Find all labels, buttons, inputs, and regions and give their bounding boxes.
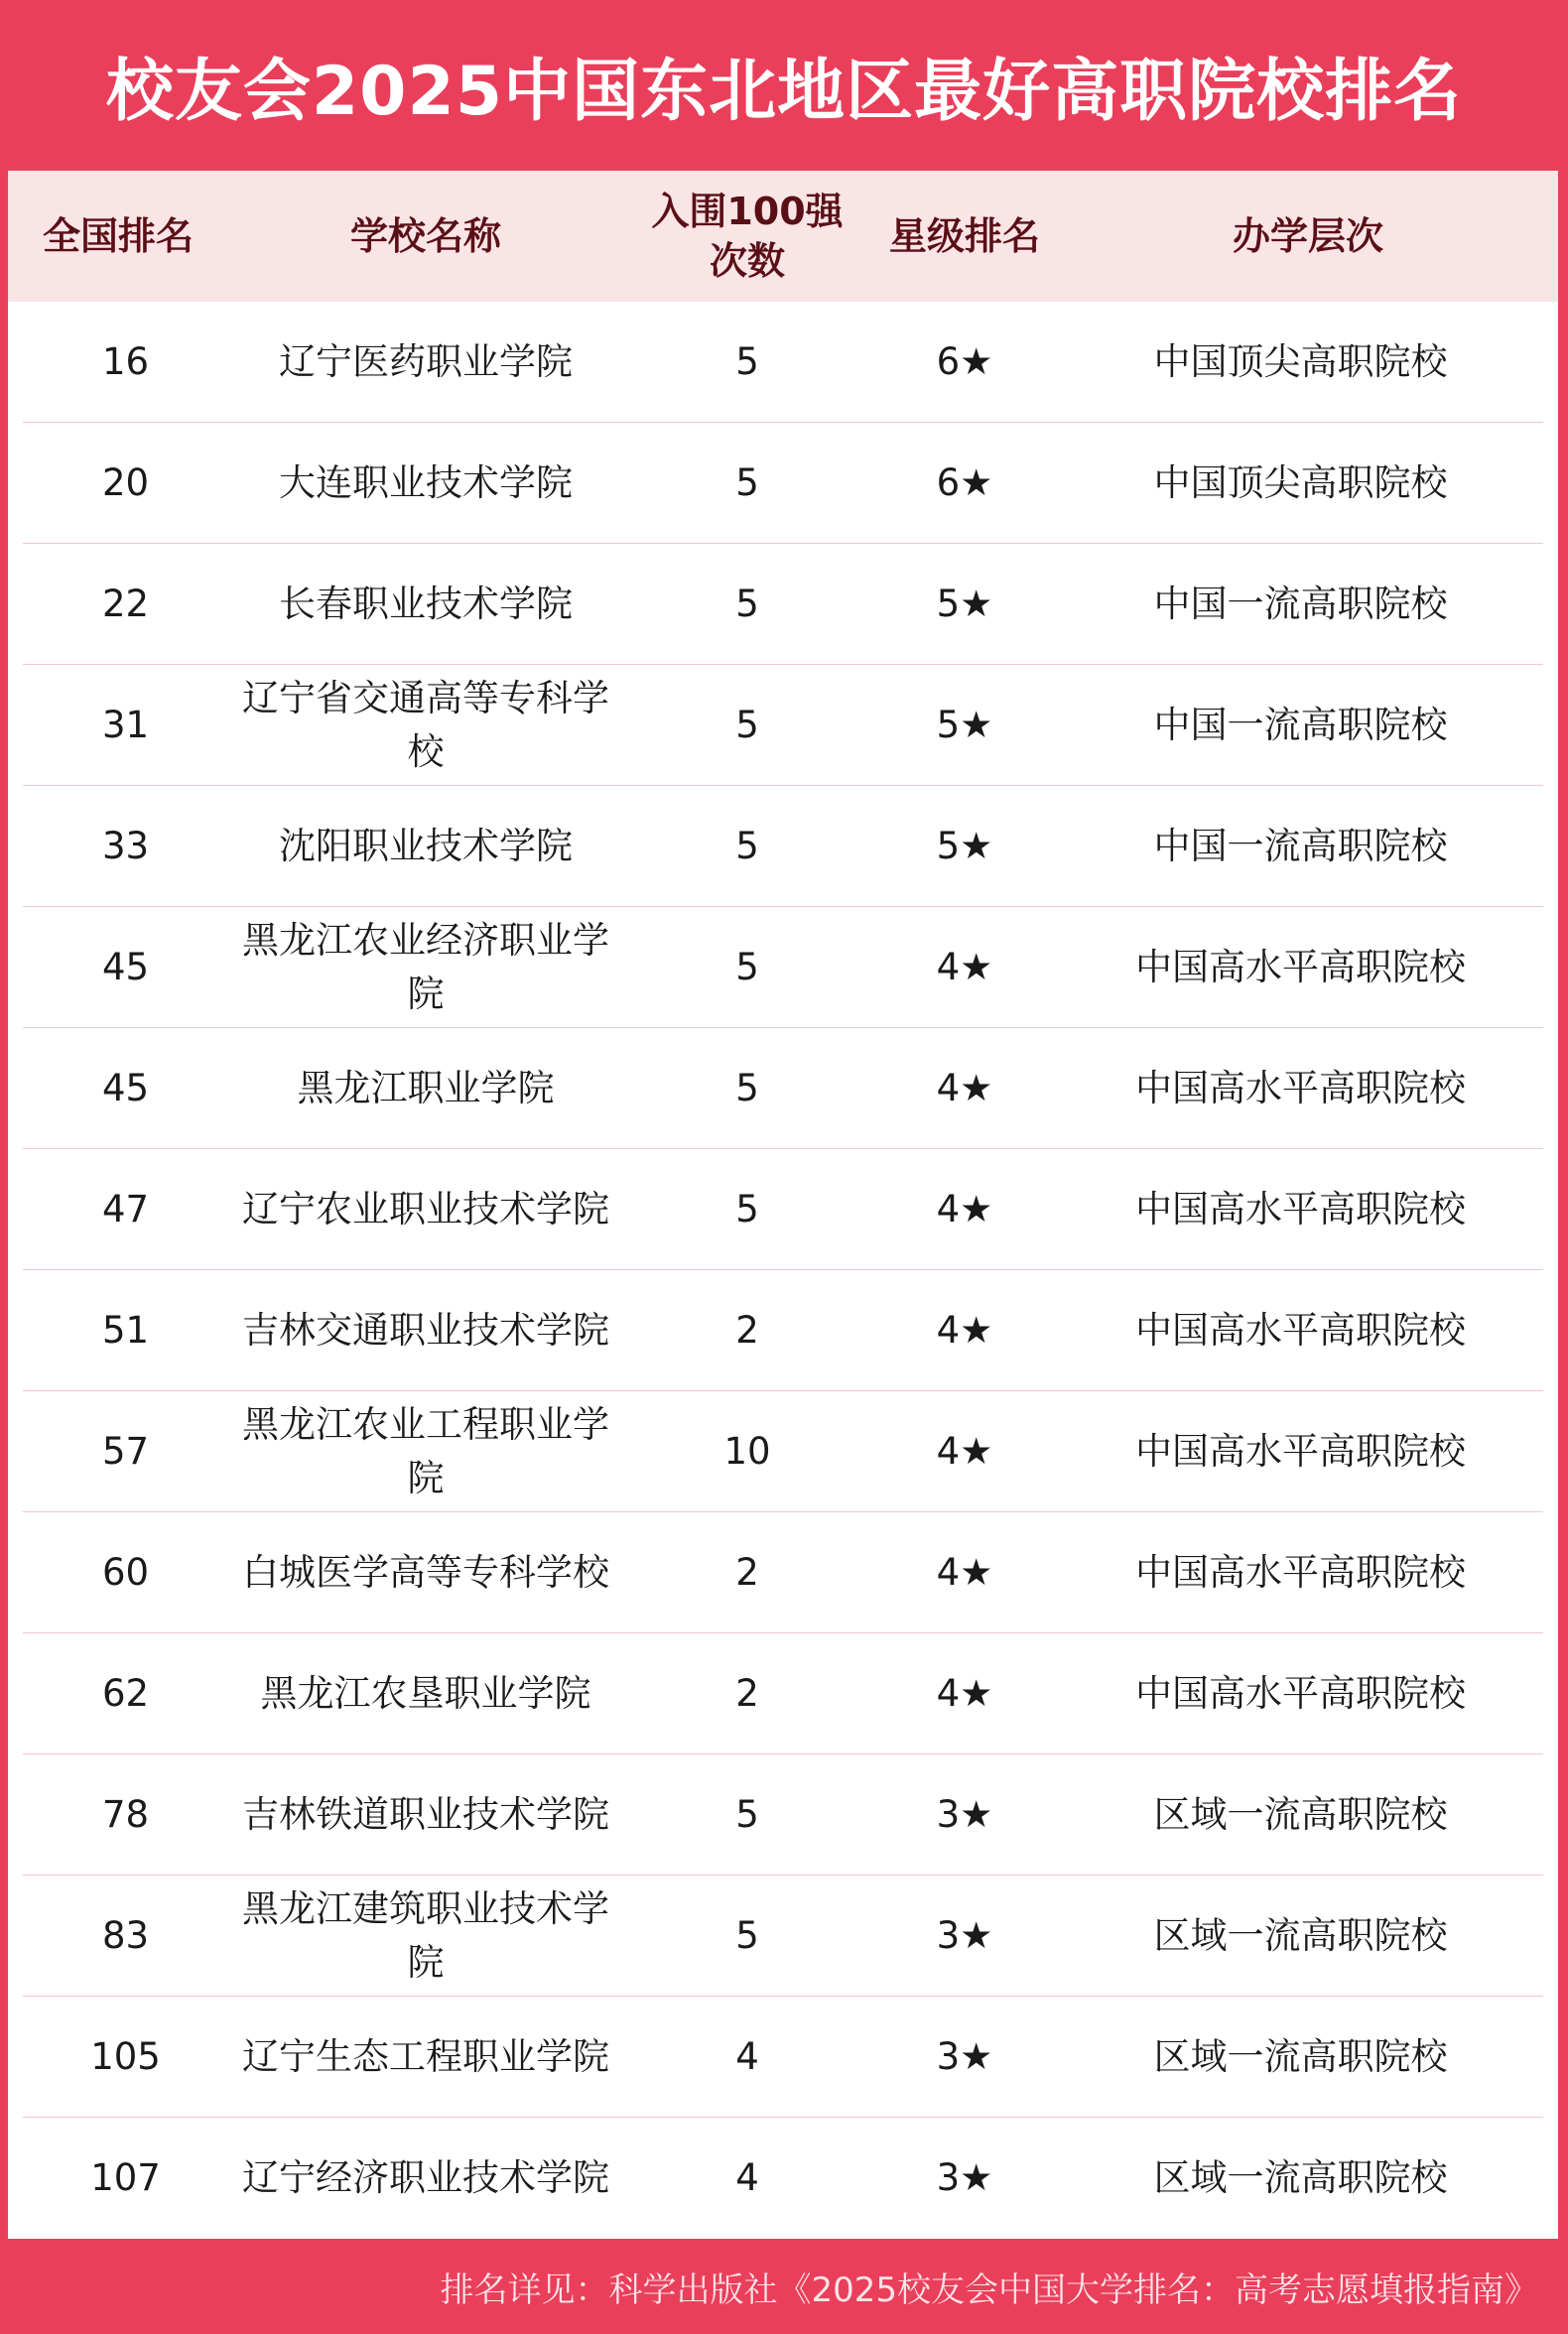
- cell-star-rating: 6★: [936, 339, 993, 383]
- cell-star-rating: 5★: [936, 582, 993, 625]
- cell-star-rating: 3★: [936, 2156, 993, 2199]
- cell-top100-count: 5: [735, 945, 759, 988]
- cell-level: 区域一流高职院校: [1153, 1913, 1448, 1957]
- cell-level: 中国一流高职院校: [1153, 824, 1448, 867]
- cell-school-name: 长春职业技术学院: [279, 582, 573, 625]
- cell-star-rating: 5★: [936, 824, 993, 867]
- cell-star-rating: 4★: [936, 1671, 993, 1715]
- cell-top100-count: 5: [735, 703, 759, 746]
- cell-school-name: 辽宁经济职业技术学院: [242, 2156, 609, 2199]
- cell-rank: 31: [101, 703, 150, 746]
- cell-top100-count: 5: [735, 1187, 759, 1231]
- cell-star-rating: 4★: [936, 945, 993, 988]
- table-row: [23, 1391, 1543, 1512]
- table-row: [23, 1149, 1543, 1270]
- table-row: [23, 1876, 1543, 1997]
- cell-school-name: 白城医学高等专科学校: [242, 1550, 609, 1594]
- cell-star-rating: 4★: [936, 1187, 993, 1231]
- cell-rank: 33: [101, 824, 150, 867]
- cell-top100-count: 5: [735, 582, 759, 625]
- cell-star-rating: 6★: [936, 460, 993, 504]
- table-row: [23, 423, 1543, 544]
- cell-rank: 45: [101, 945, 150, 988]
- cell-star-rating: 4★: [936, 1550, 993, 1594]
- table-row: [23, 2118, 1543, 2239]
- cell-top100-count: 5: [735, 1913, 759, 1957]
- cell-school-name: 黑龙江职业学院: [297, 1066, 555, 1109]
- table-row: [23, 1754, 1543, 1876]
- cell-rank: 60: [101, 1550, 150, 1594]
- header-name: 学校名称: [349, 214, 501, 258]
- table-body: [8, 302, 1558, 2239]
- source-footnote: 排名详见：科学出版社《2025校友会中国大学排名：高考志愿填报指南》: [440, 2269, 1538, 2310]
- cell-level: 中国一流高职院校: [1153, 582, 1448, 625]
- cell-school-name: 吉林铁道职业技术学院: [242, 1792, 609, 1836]
- ranking-table: [8, 171, 1558, 2239]
- cell-rank: 83: [101, 1913, 150, 1957]
- cell-rank: 47: [101, 1187, 150, 1231]
- cell-top100-count: 5: [735, 1066, 759, 1109]
- cell-star-rating: 3★: [936, 1792, 993, 1836]
- cell-level: 中国高水平高职院校: [1135, 1066, 1466, 1109]
- cell-level: 区域一流高职院校: [1153, 1792, 1448, 1836]
- cell-star-rating: 5★: [936, 703, 993, 746]
- cell-level: 中国高水平高职院校: [1135, 1550, 1466, 1594]
- cell-school-name: 吉林交通职业技术学院: [242, 1308, 609, 1352]
- cell-level: 中国高水平高职院校: [1135, 1429, 1466, 1473]
- cell-level: 中国一流高职院校: [1153, 703, 1448, 746]
- cell-level: 中国顶尖高职院校: [1153, 460, 1448, 504]
- table-row: [23, 1512, 1543, 1633]
- cell-top100-count: 5: [735, 460, 759, 504]
- cell-school-name: 辽宁农业职业技术学院: [242, 1187, 609, 1231]
- cell-star-rating: 3★: [936, 2034, 993, 2078]
- cell-school-name: 大连职业技术学院: [279, 460, 573, 504]
- cell-top100-count: 2: [735, 1550, 759, 1594]
- cell-level: 中国高水平高职院校: [1135, 1187, 1466, 1231]
- cell-level: 中国高水平高职院校: [1135, 1308, 1466, 1352]
- cell-school-name: 沈阳职业技术学院: [279, 824, 573, 867]
- table-row: [23, 786, 1543, 907]
- cell-star-rating: 4★: [936, 1308, 993, 1352]
- cell-level: 中国高水平高职院校: [1135, 1671, 1466, 1715]
- cell-rank: 107: [90, 2156, 161, 2199]
- table-row: [23, 302, 1543, 423]
- cell-level: 中国顶尖高职院校: [1153, 339, 1448, 383]
- cell-rank: 45: [101, 1066, 150, 1109]
- cell-school-name: 辽宁生态工程职业学院: [242, 2034, 609, 2078]
- cell-school-name: 黑龙江农业工程职业学院: [242, 1402, 609, 1499]
- cell-star-rating: 4★: [936, 1429, 993, 1473]
- page-title: 校友会2025中国东北地区最好高职院校排名: [105, 52, 1463, 131]
- cell-rank: 57: [101, 1429, 150, 1473]
- cell-rank: 20: [101, 460, 150, 504]
- table-header: [8, 171, 1558, 302]
- header-count: [623, 171, 871, 302]
- header-count-line2: 次数: [709, 239, 785, 283]
- table-row: [23, 1028, 1543, 1149]
- table-row: [23, 544, 1543, 665]
- cell-rank: 22: [101, 582, 150, 625]
- cell-top100-count: 4: [735, 2156, 759, 2199]
- header-count-line1: 入围100强: [651, 190, 844, 233]
- cell-school-name: 黑龙江建筑职业技术学院: [242, 1886, 609, 1984]
- cell-level: 区域一流高职院校: [1153, 2034, 1448, 2078]
- cell-rank: 51: [101, 1308, 150, 1352]
- table-row: [23, 907, 1543, 1028]
- cell-top100-count: 5: [735, 339, 759, 383]
- cell-top100-count: 5: [735, 824, 759, 867]
- cell-rank: 78: [101, 1792, 150, 1836]
- cell-school-name: 辽宁省交通高等专科学校: [242, 676, 609, 773]
- header-level: 办学层次: [1232, 214, 1383, 258]
- table-row: [23, 1997, 1543, 2118]
- cell-school-name: 黑龙江农业经济职业学院: [242, 918, 609, 1015]
- table-row: [23, 1633, 1543, 1754]
- cell-top100-count: 2: [735, 1671, 759, 1715]
- cell-rank: 16: [101, 339, 150, 383]
- cell-star-rating: 4★: [936, 1066, 993, 1109]
- cell-top100-count: 10: [723, 1429, 771, 1473]
- header-star: 星级排名: [888, 214, 1040, 258]
- table-row: [23, 1270, 1543, 1391]
- cell-rank: 105: [90, 2034, 161, 2078]
- cell-top100-count: 5: [735, 1792, 759, 1836]
- table-row: [23, 665, 1543, 786]
- cell-rank: 62: [101, 1671, 150, 1715]
- cell-school-name: 黑龙江农垦职业学院: [260, 1671, 591, 1715]
- cell-level: 区域一流高职院校: [1153, 2156, 1448, 2199]
- cell-star-rating: 3★: [936, 1913, 993, 1957]
- header-rank: 全国排名: [42, 214, 194, 258]
- cell-school-name: 辽宁医药职业学院: [279, 339, 573, 383]
- cell-top100-count: 2: [735, 1308, 759, 1352]
- cell-level: 中国高水平高职院校: [1135, 945, 1466, 988]
- cell-top100-count: 4: [735, 2034, 759, 2078]
